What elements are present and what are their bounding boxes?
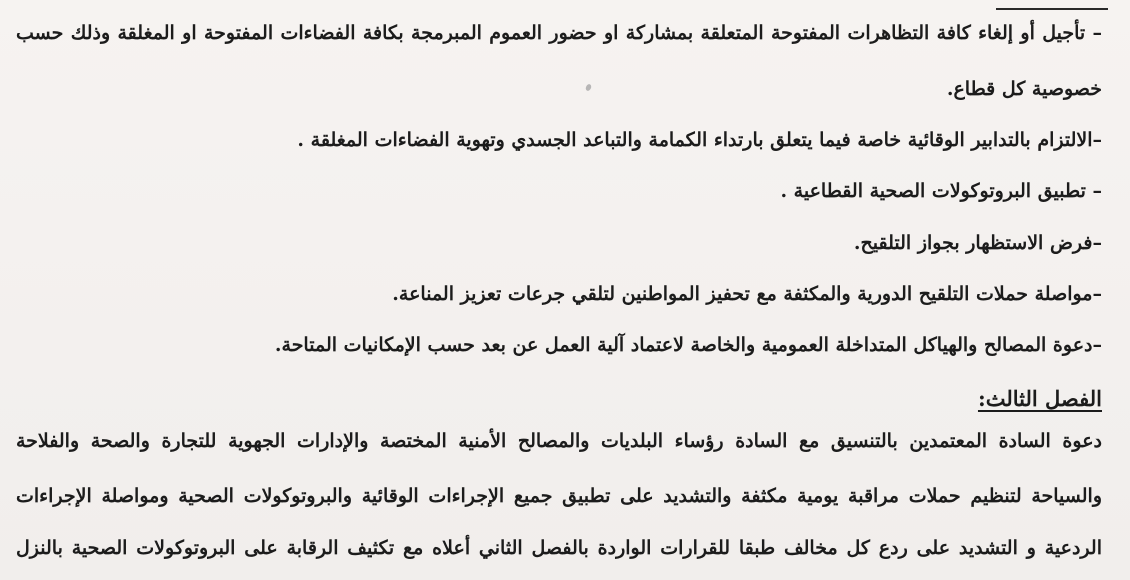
measure-line-1-continued: خصوصية كل قطاع.	[946, 78, 1102, 100]
measure-line-2: –الالتزام بالتدابير الوقائية خاصة فيما يتعلق بارتداء الكمامة والتباعد الجسدي وتهوية الفضاءات المغلقة .	[297, 129, 1102, 151]
section-heading-article-3: الفصل الثالث:	[977, 386, 1102, 411]
article-3-paragraph-line-3: الردعية و التشديد على ردع كل مخالف طبقا للقرارات الواردة بالفصل الثاني أعلاه مع تكثيف الرقابة على البروتوكولات الصحية بالنزل	[16, 537, 1102, 559]
measure-line-4: –فرض الاستظهار بجواز التلقيح.	[853, 232, 1102, 254]
article-3-paragraph-line-1: دعوة السادة المعتمدين بالتنسيق مع السادة رؤساء البلديات والمصالح الأمنية المختصة والإدارات الجهوية للتجارة والصحة والفلاحة	[16, 430, 1102, 452]
scan-speck-mark	[585, 83, 592, 91]
article-3-paragraph-line-2: والسياحة لتنظيم حملات مراقبة يومية مكثفة والتشديد على تطبيق جميع الإجراءات الوقائية والبروتوكولات الصحية ومواصلة الإجراءات	[16, 485, 1102, 507]
measure-line-1: – تأجيل أو إلغاء كافة التظاهرات المفتوحة المتعلقة بمشاركة او حضور العموم المبرمجة بكافة الفضاءات المفتوحة او المغلقة وذلك حسب	[16, 22, 1102, 44]
measure-line-6: –دعوة المصالح والهياكل المتداخلة العمومية والخاصة لاعتماد آلية العمل عن بعد حسب الإمكانيات المتاحة.	[274, 334, 1102, 356]
measure-line-5: –مواصلة حملات التلقيح الدورية والمكثفة مع تحفيز المواطنين لتلقي جرعات تعزيز المناعة.	[392, 283, 1102, 305]
cut-off-top-heading	[996, 0, 1108, 10]
measure-line-3: – تطبيق البروتوكولات الصحية القطاعية .	[780, 180, 1102, 202]
